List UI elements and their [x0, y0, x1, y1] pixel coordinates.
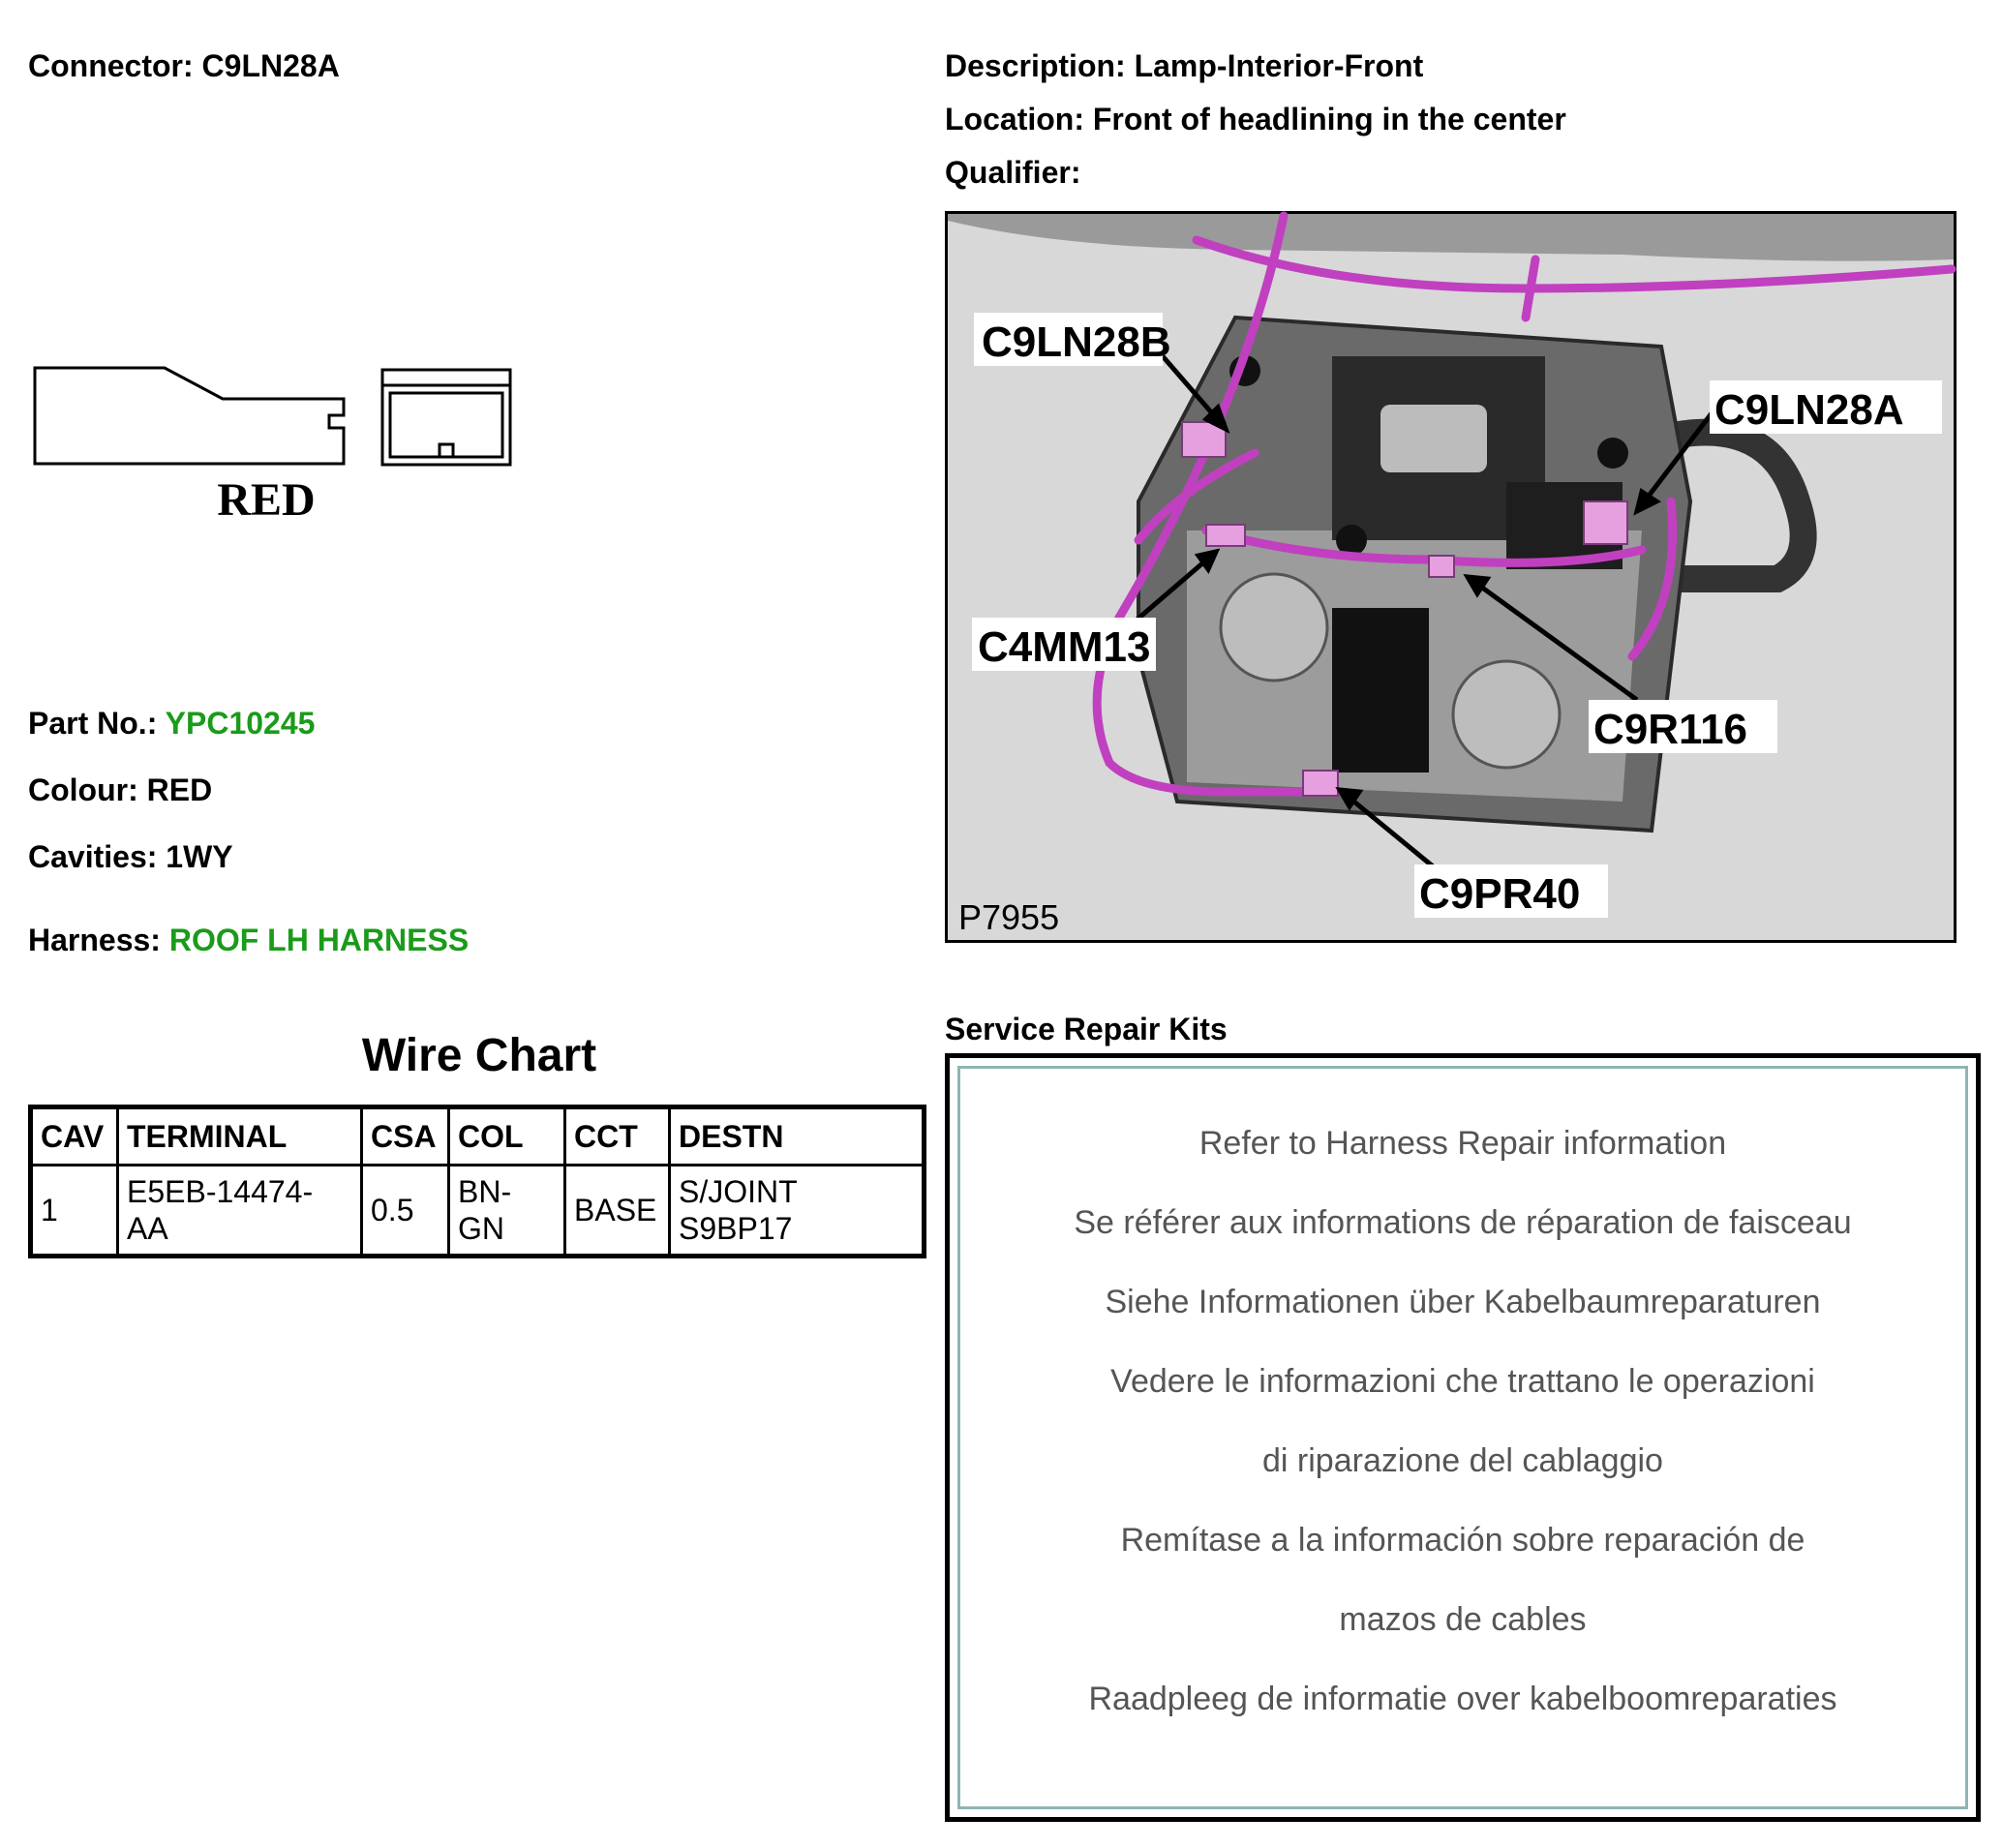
- service-repair-kits-title: Service Repair Kits: [945, 1012, 1228, 1046]
- connector-face-diagram: [29, 360, 532, 530]
- repair-info-line: mazos de cables: [1339, 1601, 1587, 1638]
- cavities-line: [28, 839, 233, 875]
- cell-cav: 1: [31, 1166, 118, 1257]
- col-header-col: COL: [449, 1107, 565, 1166]
- service-repair-kits-panel: [957, 1066, 1968, 1809]
- cavities-label: Cavities:: [28, 839, 158, 874]
- harness-label: Harness:: [28, 923, 161, 957]
- location-value: Front of headlining in the center: [1092, 102, 1566, 136]
- callout-c4mm13: C4MM13: [978, 623, 1151, 671]
- location-label: Location:: [945, 102, 1084, 136]
- repair-info-line: Raadpleeg de informatie over kabelboomreparaties: [1088, 1681, 1837, 1717]
- part-no-line: [28, 706, 315, 742]
- cell-terminal-line2: AA: [127, 1211, 168, 1246]
- connector-side-view: [35, 368, 344, 464]
- connector-c9r116-marker: [1429, 556, 1454, 577]
- description-value: Lamp-Interior-Front: [1134, 48, 1424, 83]
- repair-info-line: Vedere le informazioni che trattano le operazioni: [1110, 1363, 1815, 1400]
- cell-destn: [670, 1166, 925, 1257]
- callout-c9r116: C9R116: [1593, 706, 1748, 753]
- connector-c9ln28a-marker: [1584, 501, 1627, 544]
- connector-label: Connector:: [28, 48, 194, 83]
- cell-col-line1: BN-: [458, 1174, 512, 1209]
- harness-line: [28, 923, 469, 958]
- connector-location-photo: [945, 211, 1956, 943]
- callout-c9pr40: C9PR40: [1419, 870, 1581, 918]
- table-row: [31, 1166, 925, 1257]
- cell-csa: 0.5: [362, 1166, 449, 1257]
- cell-col-line2: GN: [458, 1211, 504, 1246]
- location-line: [945, 102, 1566, 137]
- wire-chart-header-row: [31, 1107, 925, 1166]
- colour-value: RED: [146, 773, 213, 807]
- wire-chart-title: Wire Chart: [361, 1030, 597, 1081]
- connector-value: C9LN28A: [201, 48, 340, 83]
- wire-chart-table: [28, 1105, 926, 1258]
- service-repair-kits-box: [945, 1053, 1981, 1822]
- qualifier-label: Qualifier:: [945, 155, 1081, 190]
- cell-cct: BASE: [565, 1166, 670, 1257]
- photo-reference-id: P7955: [958, 897, 1060, 937]
- col-header-csa: CSA: [362, 1107, 449, 1166]
- cell-destn-line2: S9BP17: [679, 1211, 793, 1246]
- cell-terminal-line1: E5EB-14474-: [127, 1174, 314, 1209]
- connector-c9pr40-marker: [1303, 771, 1338, 796]
- repair-info-line: Siehe Informationen über Kabelbaumreparaturen: [1105, 1284, 1821, 1320]
- connector-c4mm13-marker: [1206, 525, 1245, 546]
- callout-c9ln28b: C9LN28B: [982, 318, 1171, 366]
- description-label: Description:: [945, 48, 1126, 83]
- connector-line: [28, 48, 340, 84]
- col-header-cav: CAV: [31, 1107, 118, 1166]
- colour-label: Colour:: [28, 773, 138, 807]
- callout-c9ln28a: C9LN28A: [1714, 386, 1904, 434]
- col-header-terminal: TERMINAL: [118, 1107, 362, 1166]
- col-header-cct: CCT: [565, 1107, 670, 1166]
- col-header-destn: DESTN: [670, 1107, 925, 1166]
- repair-info-line: di riparazione del cablaggio: [1262, 1442, 1663, 1479]
- cavities-value: 1WY: [166, 839, 233, 874]
- repair-info-line: Refer to Harness Repair information: [1198, 1125, 1727, 1162]
- cell-destn-line1: S/JOINT: [679, 1174, 798, 1209]
- cell-terminal: [118, 1166, 362, 1257]
- harness-value[interactable]: ROOF LH HARNESS: [168, 923, 470, 957]
- qualifier-line: [945, 155, 1080, 191]
- colour-line: [28, 773, 212, 808]
- repair-info-line: Se référer aux informations de réparation de faisceau: [1074, 1204, 1852, 1241]
- description-line: [945, 48, 1423, 84]
- connector-color-text: RED: [217, 474, 316, 526]
- part-no-label: Part No.:: [28, 706, 158, 741]
- repair-info-line: Remítase a la información sobre reparación de: [1120, 1522, 1805, 1559]
- part-no-value[interactable]: YPC10245: [165, 706, 316, 741]
- cell-col: [449, 1166, 565, 1257]
- connector-key: [440, 444, 453, 457]
